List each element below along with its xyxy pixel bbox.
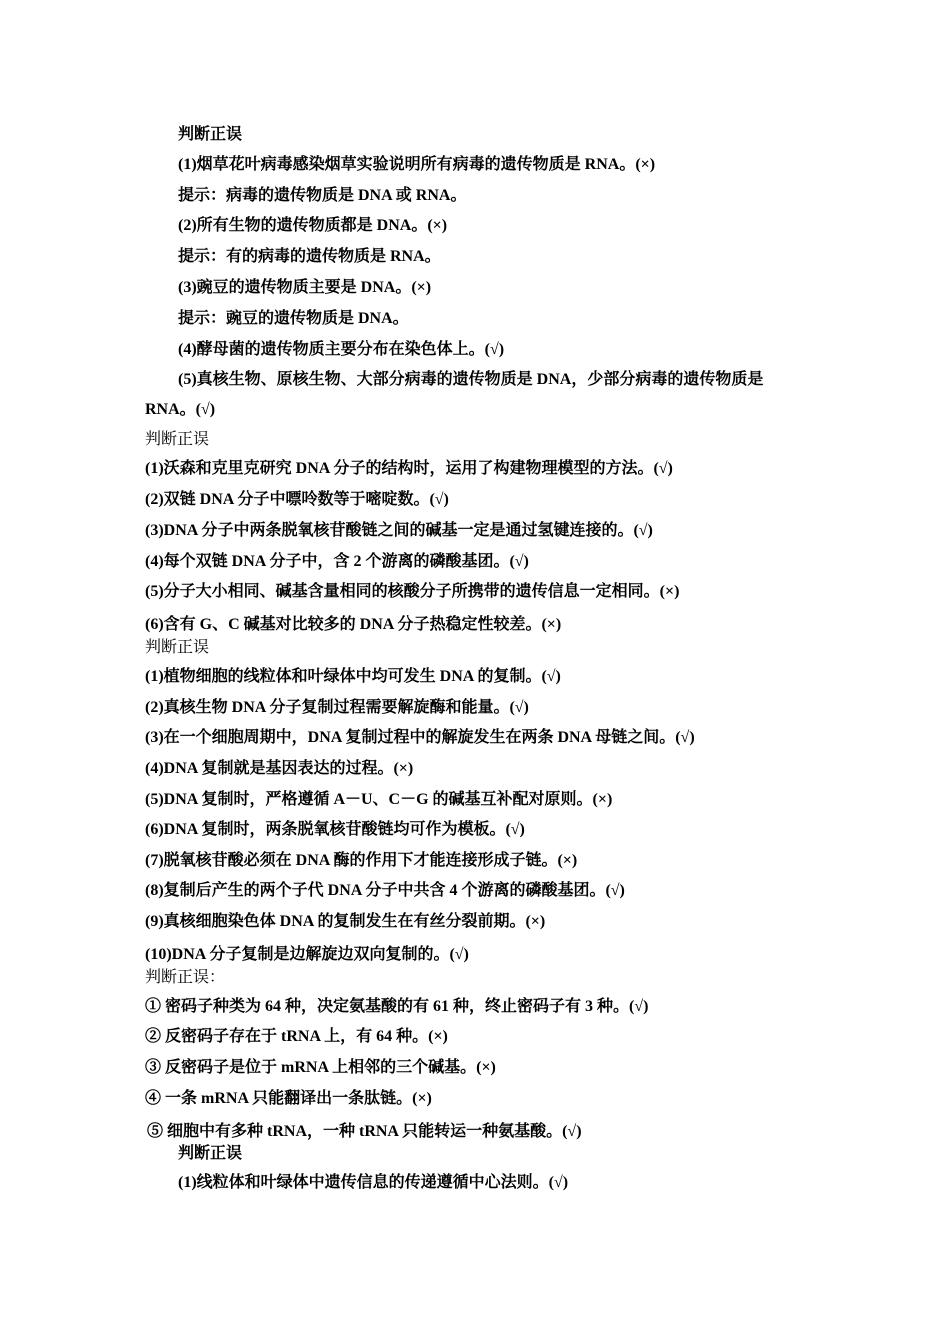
section-heading: 判断正误 (145, 639, 210, 656)
statement: (2)所有生物的遗传物质都是 DNA。(×) (178, 217, 448, 234)
section-heading: 判断正误 (145, 431, 210, 448)
statement: ② 反密码子存在于 tRNA 上，有 64 种。(×) (145, 1028, 448, 1045)
hint: 提示：病毒的遗传物质是 DNA 或 RNA。 (178, 187, 467, 204)
statement: ⑤ 细胞中有多种 tRNA，一种 tRNA 只能转运一种氨基酸。(√) (147, 1123, 582, 1140)
statement: (3)豌豆的遗传物质主要是 DNA。(×) (178, 279, 432, 296)
statement: (7)脱氧核苷酸必须在 DNA 酶的作用下才能连接形成子链。(×) (145, 852, 578, 869)
hint: 提示：豌豆的遗传物质是 DNA。 (178, 310, 409, 327)
statement: (6)DNA 复制时，两条脱氧核苷酸链均可作为模板。(√) (145, 821, 525, 838)
statement: (8)复制后产生的两个子代 DNA 分子中共含 4 个游离的磷酸基团。(√) (145, 882, 625, 899)
statement: (1)沃森和克里克研究 DNA 分子的结构时，运用了构建物理模型的方法。(√) (145, 460, 673, 477)
statement: (3)DNA 分子中两条脱氧核苷酸链之间的碱基一定是通过氢键连接的。(√) (145, 522, 653, 539)
statement: (4)酵母菌的遗传物质主要分布在染色体上。(√) (178, 341, 505, 358)
section-heading: 判断正误 (178, 1145, 243, 1162)
statement: (5)DNA 复制时，严格遵循 A－U、C－G 的碱基互补配对原则。(×) (145, 791, 613, 808)
statement: (4)DNA 复制就是基因表达的过程。(×) (145, 760, 414, 777)
section-heading: 判断正误 (178, 126, 243, 143)
statement: (2)真核生物 DNA 分子复制过程需要解旋酶和能量。(√) (145, 699, 529, 716)
statement: ③ 反密码子是位于 mRNA 上相邻的三个碱基。(×) (145, 1059, 496, 1076)
hint: 提示：有的病毒的遗传物质是 RNA。 (178, 248, 441, 265)
statement: (10)DNA 分子复制是边解旋边双向复制的。(√) (145, 946, 469, 963)
statement: (3)在一个细胞周期中，DNA 复制过程中的解旋发生在两条 DNA 母链之间。(√) (145, 729, 695, 746)
section-heading: 判断正误： (145, 969, 226, 986)
statement: (1)线粒体和叶绿体中遗传信息的传递遵循中心法则。(√) (178, 1174, 569, 1191)
statement: (2)双链 DNA 分子中嘌呤数等于嘧啶数。(√) (145, 491, 449, 508)
statement: (6)含有 G、C 碱基对比较多的 DNA 分子热稳定性较差。(×) (145, 616, 562, 633)
statement: ④ 一条 mRNA 只能翻译出一条肽链。(×) (145, 1090, 432, 1107)
statement: (5)真核生物、原核生物、大部分病毒的遗传物质是 DNA，少部分病毒的遗传物质是 (178, 371, 764, 388)
statement: (5)分子大小相同、碱基含量相同的核酸分子所携带的遗传信息一定相同。(×) (145, 583, 680, 600)
statement: (1)植物细胞的线粒体和叶绿体中均可发生 DNA 的复制。(√) (145, 668, 561, 685)
statement: (9)真核细胞染色体 DNA 的复制发生在有丝分裂前期。(×) (145, 913, 546, 930)
statement: (1)烟草花叶病毒感染烟草实验说明所有病毒的遗传物质是 RNA。(×) (178, 156, 656, 173)
statement: ① 密码子种类为 64 种，决定氨基酸的有 61 种，终止密码子有 3 种。(√) (145, 998, 649, 1015)
statement-continued: RNA。(√) (145, 401, 216, 418)
statement: (4)每个双链 DNA 分子中，含 2 个游离的磷酸基团。(√) (145, 553, 529, 570)
